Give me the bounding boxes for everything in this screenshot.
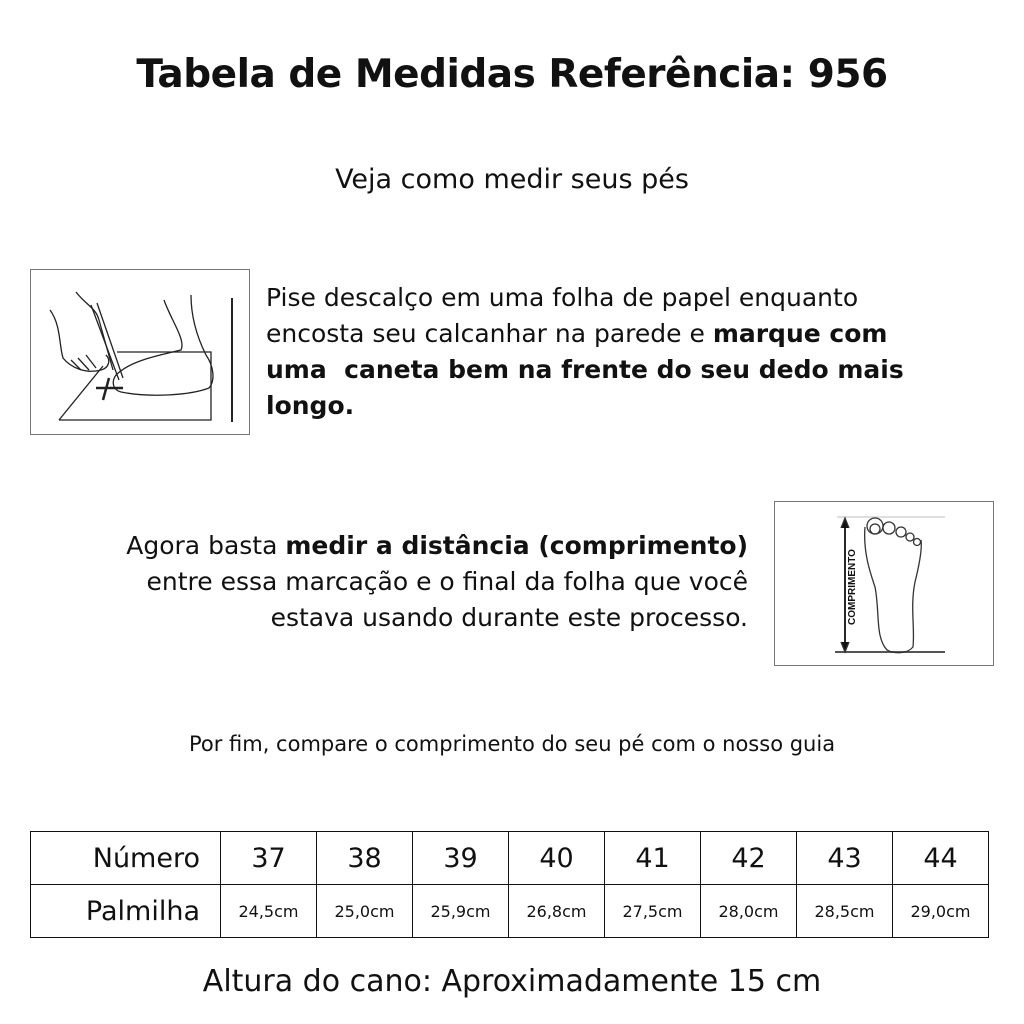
step2-line (20, 528, 748, 564)
insole-cell: 24,5cm (221, 885, 317, 938)
page-subtitle: Veja como medir seus pés (335, 164, 689, 195)
size-cell: 37 (221, 832, 317, 885)
size-cell: 39 (413, 832, 509, 885)
page-title: Tabela de Medidas Referência: 956 (136, 52, 888, 97)
insole-cell: 27,5cm (605, 885, 701, 938)
foot-length-illustration (774, 501, 994, 666)
step2-line: estava usando durante este processo. (270, 603, 748, 632)
step1-text: encosta seu calcanhar na parede e (266, 319, 713, 348)
insole-cell: 25,9cm (413, 885, 509, 938)
step1-line: Pise descalço em uma folha de papel enquanto (266, 283, 859, 312)
step2-line: entre essa marcação e o final da folha que você (146, 567, 748, 596)
insole-cell: 25,0cm (317, 885, 413, 938)
size-table (30, 831, 989, 938)
size-cell: 41 (605, 832, 701, 885)
step1-line (266, 352, 1006, 388)
step1-emphasis: longo. (266, 391, 355, 420)
insole-cell: 29,0cm (893, 885, 989, 938)
compare-instruction: Por fim, compare o comprimento do seu pé com o nosso guia (188, 732, 836, 756)
step2-emphasis: medir a distância (comprimento) (285, 531, 748, 560)
foot-marking-illustration (30, 269, 250, 435)
insole-cell: 26,8cm (509, 885, 605, 938)
table-row-size (31, 832, 989, 885)
insole-cell: 28,5cm (797, 885, 893, 938)
size-cell: 40 (509, 832, 605, 885)
step1-line (266, 316, 1006, 352)
comprimento-label: COMPRIMENTO (847, 549, 858, 625)
row-header-palmilha: Palmilha (31, 885, 221, 938)
insole-cell: 28,0cm (701, 885, 797, 938)
step1-emphasis: marque com (712, 319, 888, 348)
size-cell: 42 (701, 832, 797, 885)
step2-text: Agora basta (126, 531, 286, 560)
step1-line (266, 388, 1006, 424)
step2-instructions (20, 528, 748, 636)
step1-instructions (266, 280, 1006, 424)
row-header-numero: Número (31, 832, 221, 885)
size-cell: 43 (797, 832, 893, 885)
boot-shaft-height-note: Altura do cano: Aproximadamente 15 cm (202, 964, 822, 999)
size-cell: 44 (893, 832, 989, 885)
size-cell: 38 (317, 832, 413, 885)
table-row-insole (31, 885, 989, 938)
step1-emphasis: uma caneta bem na frente do seu dedo mais (266, 355, 904, 384)
